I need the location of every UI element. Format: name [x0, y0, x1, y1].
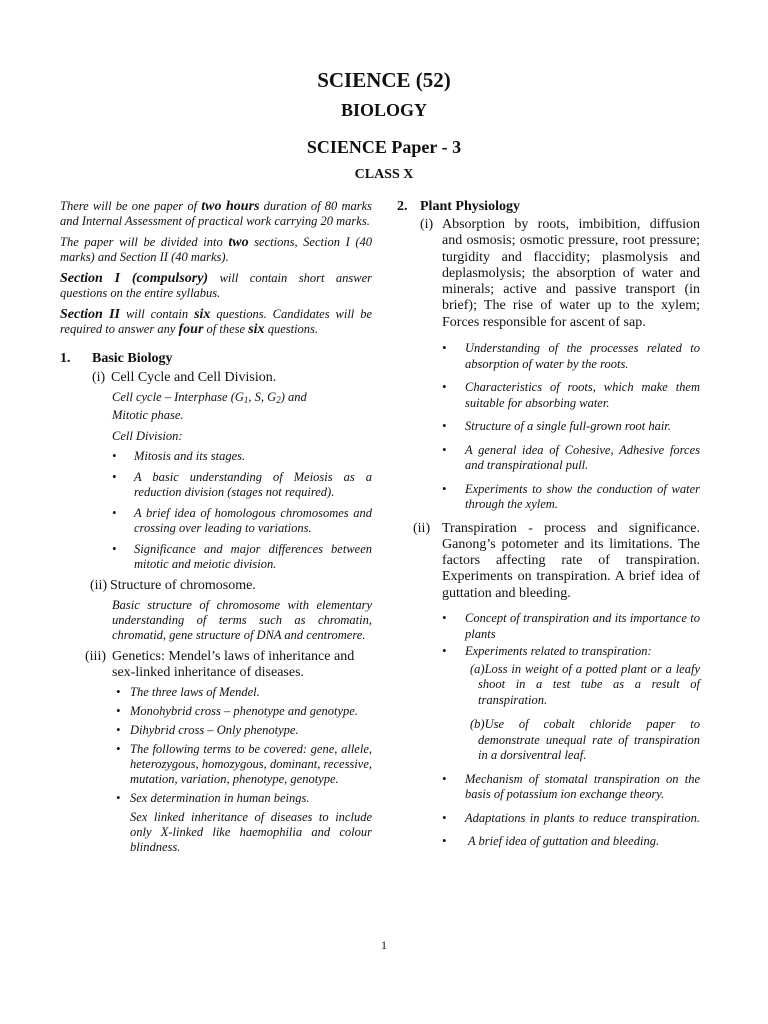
subsection-1-ii: [60, 578, 372, 598]
list-item-text: Sex determination in human beings.: [130, 791, 310, 805]
experiment-a-text: (a)Loss in weight of a potted plant or a leafy shoot in a test tube as a result of transpiration.: [470, 661, 700, 707]
list-item-text: Mitosis and its stages.: [134, 449, 246, 463]
list-item-text: Structure of a single full-grown root hair.: [465, 419, 671, 434]
bullet-icon: •: [442, 380, 447, 395]
intro-text: sections, Section I (40 marks) and Section II (40 marks).: [60, 235, 373, 264]
bullet-icon: •: [442, 810, 447, 825]
absorption-block: [442, 341, 700, 513]
intro-paragraph-4: [60, 307, 372, 337]
list-item: [116, 742, 372, 787]
list-item: [442, 811, 700, 827]
list-item: [442, 419, 700, 435]
list-item-text: A general idea of Cohesive, Adhesive forces and transpirational pull.: [465, 442, 700, 473]
intro-text: The paper will be divided into: [60, 235, 223, 249]
subsection-number: (iii): [85, 649, 106, 664]
list-item: [112, 506, 372, 536]
bullet-icon: •: [112, 470, 117, 484]
list-item-text: Adaptations in plants to reduce transpiration.: [465, 810, 700, 825]
bullet-icon: •: [112, 542, 117, 556]
subsection-number: (i): [420, 217, 434, 232]
list-item: [442, 611, 700, 642]
bullet-icon: •: [442, 442, 447, 457]
duration-emphasis: two hours: [201, 199, 260, 214]
list-item: [442, 341, 700, 372]
subsection-1-iii: [60, 649, 372, 681]
genetics-block: [116, 685, 372, 855]
bullet-icon: •: [116, 723, 121, 737]
section-1-emphasis: Section I (compulsory): [60, 271, 209, 286]
subsection-2-i: [397, 217, 700, 331]
cell-cycle-block: [112, 390, 372, 572]
bullet-icon: •: [442, 834, 447, 849]
bullet-icon: •: [116, 742, 121, 756]
intro-text: will contain short answer questions on the entire syllabus.: [60, 271, 372, 300]
list-item: [442, 644, 700, 660]
list-item-text: The three laws of Mendel.: [130, 685, 260, 699]
emphasis: six: [194, 307, 211, 322]
list-item: [116, 791, 372, 806]
section-1-heading: [60, 351, 372, 370]
genetics-list: [116, 685, 372, 806]
paper-title: SCIENCE Paper - 3: [306, 137, 462, 157]
subscript: 2: [276, 395, 281, 405]
list-item: [112, 449, 372, 464]
list-item: [116, 704, 372, 719]
absorption-text: Absorption by roots, imbibition, diffusion and osmosis; osmotic pressure, root pressure; turgidity and flaccidity; plasmolysis and deplasmolysis; the absorption of water and minerals; active and passive transport (in brief); The rise of water up to the xylem; Forces responsible for ascent of sap.: [442, 217, 700, 330]
cell-division-label: Cell Division:: [112, 429, 183, 443]
list-item: [112, 470, 372, 500]
bullet-icon: •: [112, 506, 117, 520]
section-number: 1.: [60, 351, 71, 366]
list-item-text: The following terms to be covered: gene, allele, heterozygous, homozygous, dominant, recessive, mutation, variation, phenotype, genotype.: [130, 742, 372, 786]
subject-title: BIOLOGY: [340, 100, 428, 120]
intro-paragraph-1: [60, 199, 372, 229]
list-item: [442, 834, 700, 850]
subsection-number: (i): [92, 370, 106, 385]
experiment-b-text: (b)Use of cobalt chloride paper to demonstrate unequal rate of transpiration in a dorsiventral leaf.: [470, 717, 700, 763]
bullet-icon: •: [112, 449, 117, 463]
bullet-icon: •: [442, 481, 447, 496]
emphasis: six: [248, 322, 265, 337]
intro-text: questions. Candidates will be required to answer any: [60, 307, 372, 336]
list-item-text: Mechanism of stomatal transpiration on the basis of potassium ion exchange theory.: [465, 771, 700, 802]
sex-linked-text: Sex linked inheritance of diseases to include only X-linked like haemophilia and colour blindness.: [130, 810, 372, 854]
cell-division-list: [112, 449, 372, 572]
bullet-icon: •: [442, 419, 447, 434]
list-item-text: Monohybrid cross – phenotype and genotype.: [130, 704, 358, 718]
subscript: 1: [243, 395, 249, 405]
emphasis: four: [178, 322, 204, 337]
bullet-icon: •: [442, 341, 447, 356]
intro-paragraph-3: [60, 271, 372, 301]
list-item-text: Understanding of the processes related to absorption of water by the roots.: [465, 341, 700, 371]
list-item: [442, 380, 700, 411]
list-item-text: Experiments related to transpiration:: [465, 644, 652, 659]
right-column: [397, 199, 700, 850]
chromosome-structure-text: Basic structure of chromosome with elementary understanding of terms such as chromatin, chromatid, gene structure of DNA and centromere.: [112, 598, 372, 642]
list-item-text: Characteristics of roots, which make them suitable for absorbing water.: [465, 380, 700, 410]
list-item-text: Concept of transpiration and its importance to plants: [465, 611, 700, 641]
bullet-icon: •: [116, 685, 121, 699]
list-item: [112, 542, 372, 572]
list-item-text: Significance and major differences between mitotic and meiotic division.: [134, 542, 372, 571]
bullet-icon: •: [442, 644, 447, 659]
list-item: [442, 482, 700, 513]
section-title: Plant Physiology: [420, 199, 520, 214]
list-item-text: Experiments to show the conduction of water through the xylem.: [465, 481, 700, 512]
transpiration-block: [442, 611, 700, 850]
text: Cell cycle – Interphase (G: [112, 390, 244, 404]
sections-count-emphasis: two: [228, 235, 249, 250]
subsection-number: (ii): [90, 578, 108, 593]
cell-cycle-text: [112, 390, 332, 423]
intro-text: questions.: [267, 322, 319, 336]
list-item-text: A brief idea of guttation and bleeding.: [468, 834, 660, 849]
list-item-text: A basic understanding of Meiosis as a reduction division (stages not required).: [134, 470, 372, 499]
subsection-number: (ii): [413, 520, 431, 536]
list-item: [442, 443, 700, 474]
bullet-icon: •: [442, 771, 447, 786]
list-item: [116, 723, 372, 738]
transpiration-text: Transpiration - process and significance. Ganong’s potometer and its limitations. The factors affecting rate of transpiration. Experiments on transpiration. A brief idea of guttation and bleeding.: [442, 520, 700, 601]
absorption-list: [442, 341, 700, 513]
subsection-title: Structure of chromosome.: [110, 578, 256, 593]
list-item-text: Dihybrid cross – Only phenotype.: [130, 723, 299, 737]
list-item: [442, 772, 700, 803]
subsection-1-i: [60, 370, 372, 390]
section-number: 2.: [397, 199, 408, 214]
page-number: 1: [381, 938, 387, 952]
section-title: Basic Biology: [92, 351, 173, 366]
subsection-2-ii: [397, 521, 700, 602]
intro-paragraph-2: [60, 235, 372, 265]
section-2-emphasis: Section II: [60, 307, 120, 322]
left-column: [60, 199, 372, 855]
intro-text: There will be one paper of: [60, 199, 198, 213]
text: , S, G: [248, 390, 277, 404]
list-item-text: A brief idea of homologous chromosomes and crossing over leading to variations.: [134, 506, 372, 535]
intro-text: duration of 80 marks and Internal Assessment of practical work carrying 20 marks.: [60, 199, 372, 228]
bullet-icon: •: [116, 704, 121, 718]
subsection-title: Genetics: Mendel’s laws of inheritance and sex-linked inheritance of diseases.: [112, 649, 355, 680]
subsection-title: Cell Cycle and Cell Division.: [111, 370, 277, 385]
section-2-heading: [397, 199, 700, 217]
intro-text: will contain: [125, 307, 189, 321]
list-item: [116, 685, 372, 700]
intro-text: of these: [206, 322, 246, 336]
text: ) and Mitotic phase.: [112, 390, 307, 422]
bullet-icon: •: [116, 791, 121, 805]
document-title: SCIENCE (52): [317, 68, 451, 92]
bullet-icon: •: [442, 611, 447, 626]
class-title: CLASS X: [354, 167, 414, 182]
